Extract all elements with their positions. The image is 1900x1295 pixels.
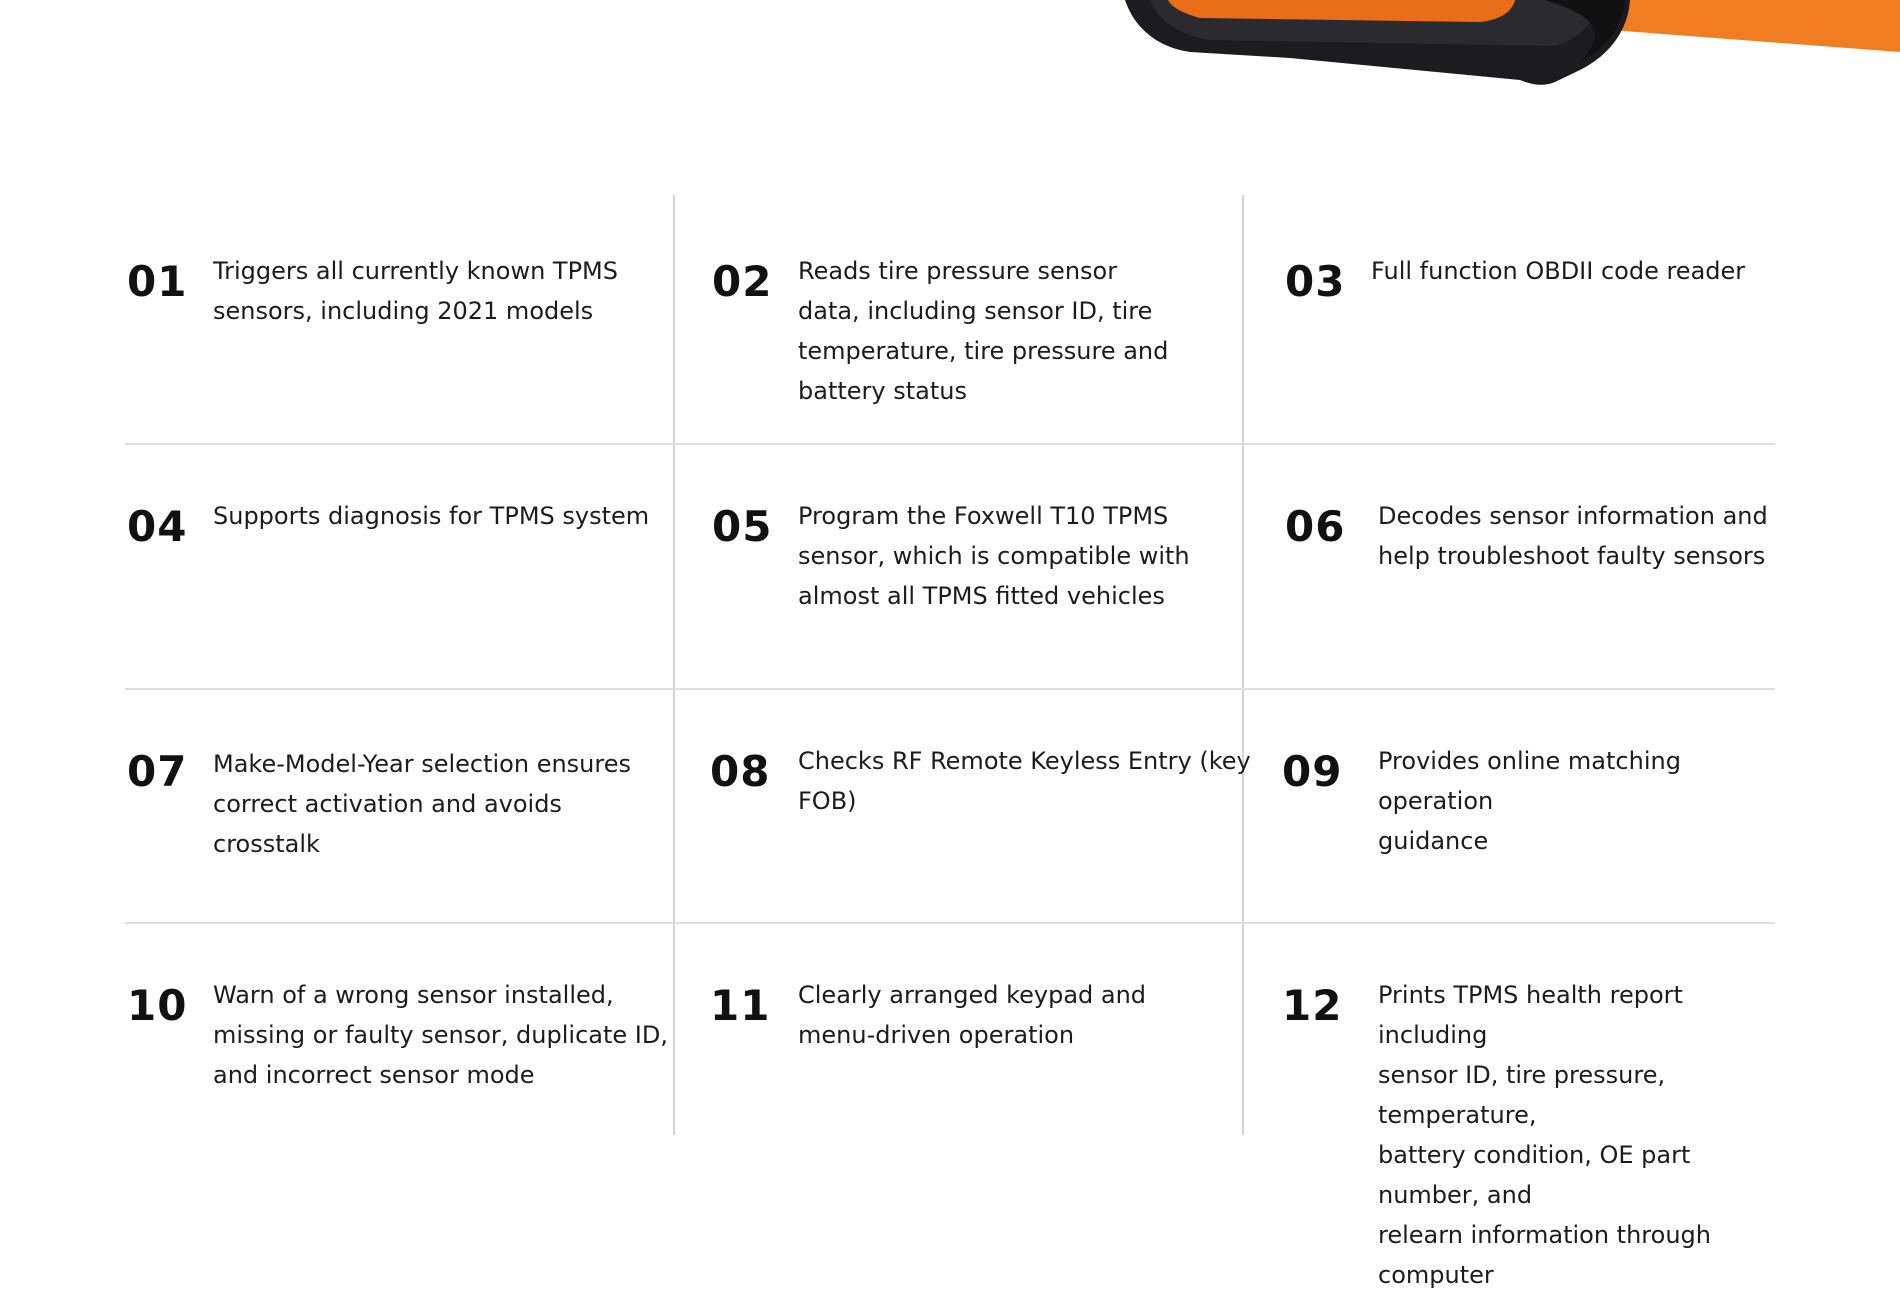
feature-grid [125,195,1775,1289]
feature-item [127,195,618,331]
feature-number: 05 [712,502,773,551]
feature-item [1285,195,1746,306]
feature-number: 07 [127,747,188,796]
feature-item [1285,440,1768,576]
feature-number: 02 [712,257,773,306]
feature-number: 06 [1285,502,1346,551]
feature-description: Prints TPMS health report including sensor ID, tire pressure, temperature, battery condition, OE part number, and relearn information through computer [1378,981,1711,1289]
feature-item [710,685,1251,821]
grid-divider-vertical-1 [673,195,675,1135]
feature-item [127,919,668,1095]
feature-description: Reads tire pressure sensor data, including sensor ID, tire temperature, tire pressure and battery status [798,257,1169,405]
feature-description: Decodes sensor information and help troubleshoot faulty sensors [1378,502,1768,570]
feature-item [1282,919,1775,1295]
product-image [0,0,1900,120]
feature-description: Make-Model-Year selection ensures correct activation and avoids crosstalk [213,750,631,858]
feature-number: 11 [710,981,771,1030]
feature-number: 03 [1285,257,1346,306]
grid-divider-vertical-2 [1242,195,1244,1135]
feature-item [712,440,1190,616]
feature-number: 09 [1282,747,1343,796]
feature-number: 01 [127,257,188,306]
tpms-tool-device-image [0,0,1900,120]
feature-item [712,195,1168,411]
feature-description: Supports diagnosis for TPMS system [213,502,650,530]
feature-item [710,919,1146,1055]
feature-description: Full function OBDII code reader [1371,257,1746,285]
feature-number: 12 [1282,981,1343,1030]
feature-description: Checks RF Remote Keyless Entry (key FOB) [798,747,1251,815]
feature-item [1282,685,1775,861]
feature-description: Clearly arranged keypad and menu-driven operation [798,981,1147,1049]
feature-number: 04 [127,502,188,551]
feature-description: Provides online matching operation guidance [1378,747,1681,855]
feature-description: Warn of a wrong sensor installed, missing or faulty sensor, duplicate ID, and incorrect sensor mode [213,981,668,1089]
feature-item [127,685,631,864]
feature-description: Program the Foxwell T10 TPMS sensor, which is compatible with almost all TPMS fitted vehicles [798,502,1190,610]
feature-number: 08 [710,747,771,796]
feature-number: 10 [127,981,188,1030]
feature-description: Triggers all currently known TPMS sensors, including 2021 models [213,257,618,325]
feature-item [127,440,650,551]
